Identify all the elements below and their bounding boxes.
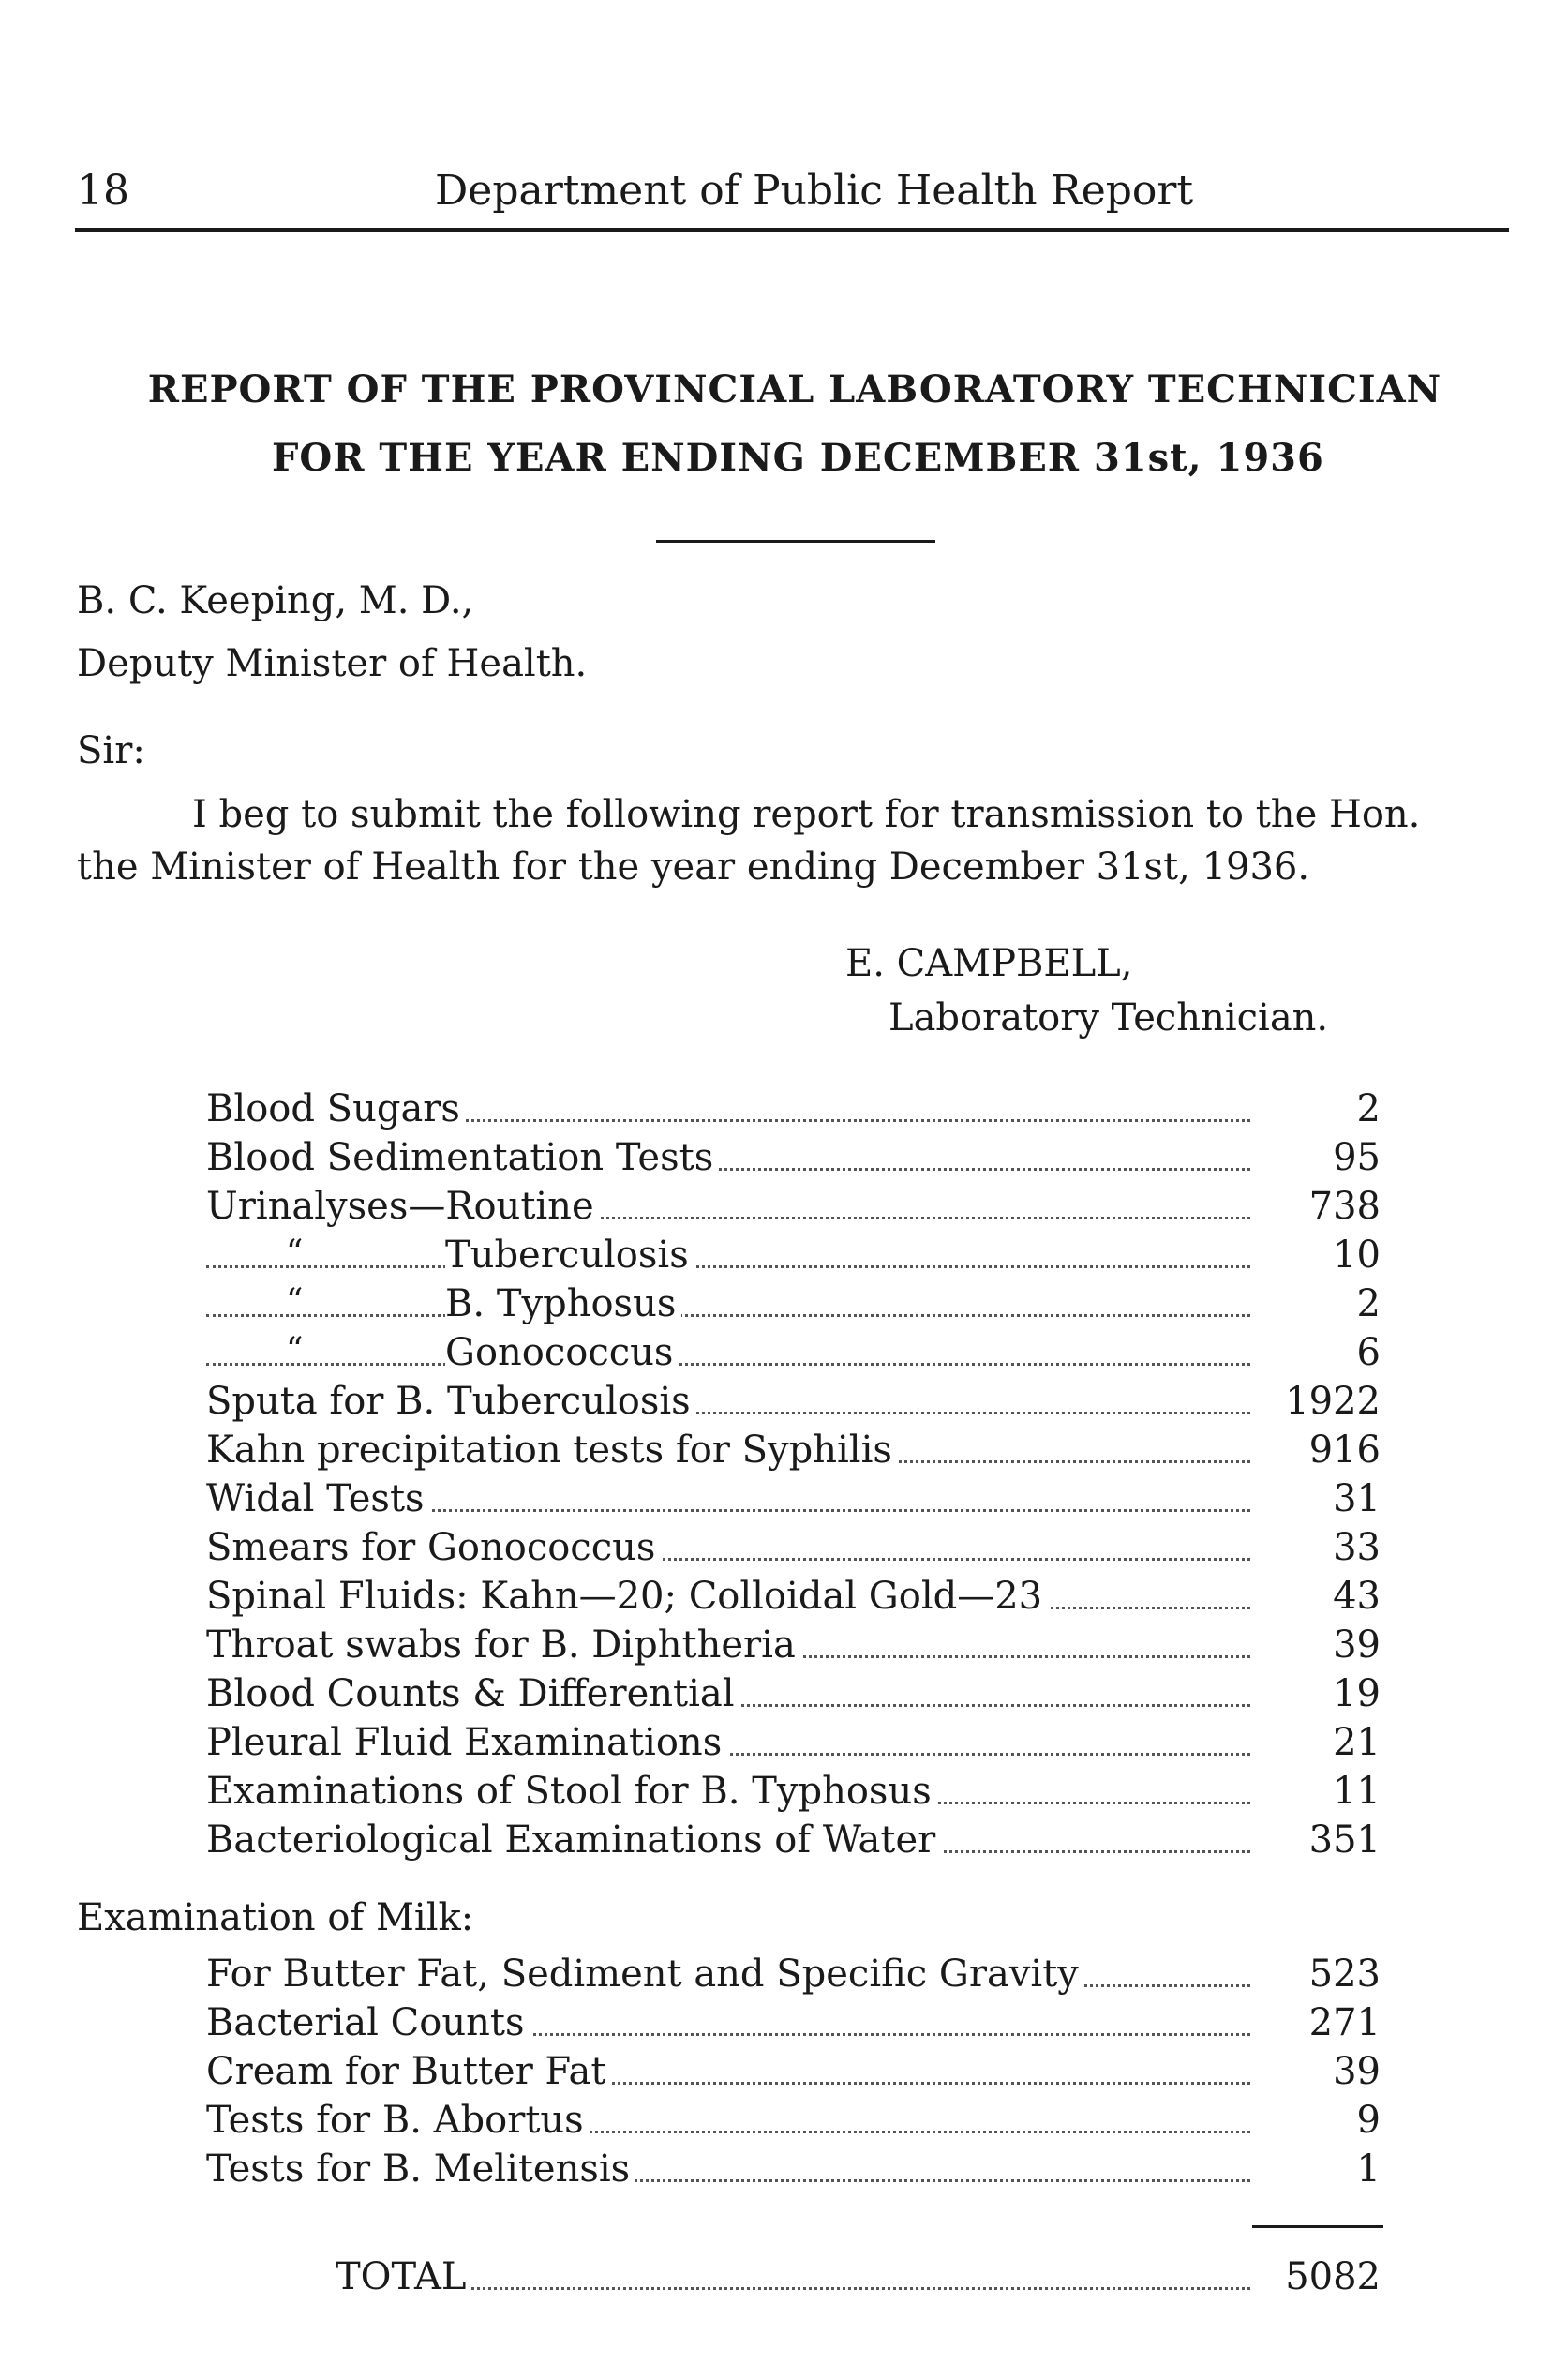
ditto-mark: “ (286, 1234, 304, 1272)
table-row (0, 1818, 1568, 1867)
row-label: Blood Counts & Differential (206, 1672, 740, 1715)
title-rule (656, 540, 935, 543)
row-label: Examinations of Stool for B. Typhosus (206, 1770, 937, 1813)
table-row (0, 2050, 1568, 2099)
table-row (0, 1721, 1568, 1770)
table-row (0, 1331, 1568, 1380)
table-row (0, 1672, 1568, 1721)
row-label: Pleural Fluid Examinations (206, 1721, 727, 1764)
row-value: 21 (1333, 1721, 1381, 1764)
row-label: Kahn precipitation tests for Syphilis (206, 1429, 898, 1472)
row-value: 10 (1333, 1234, 1381, 1277)
table-row (0, 1477, 1568, 1526)
salutation: Sir: (77, 729, 145, 772)
table-row (0, 1185, 1568, 1234)
row-label: Bacteriological Examinations of Water (206, 1818, 941, 1862)
table-row (0, 1380, 1568, 1429)
row-value: 351 (1308, 1818, 1381, 1862)
row-label: Smears for Gonococcus (206, 1526, 661, 1569)
row-value: 2 (1356, 1282, 1381, 1325)
row-value: 19 (1333, 1672, 1381, 1715)
total-rule (1252, 2225, 1383, 2228)
row-label: Tuberculosis (445, 1234, 694, 1277)
dot-leader (336, 2287, 1250, 2290)
row-label: B. Typhosus (445, 1282, 681, 1325)
row-label: Bacterial Counts (206, 2001, 530, 2044)
row-value: 916 (1308, 1429, 1381, 1472)
signature-name: E. CAMPBELL, (845, 942, 1133, 985)
page-number: 18 (77, 167, 129, 215)
row-value: 2 (1356, 1087, 1381, 1130)
table-row (0, 1136, 1568, 1185)
row-value: 95 (1333, 1136, 1381, 1179)
row-label: Gonococcus (445, 1331, 679, 1374)
row-label: Sputa for B. Tuberculosis (206, 1380, 696, 1423)
row-value: 1922 (1285, 1380, 1381, 1423)
row-value: 523 (1308, 1953, 1381, 1996)
addressee-name: B. C. Keeping, M. D., (77, 579, 474, 622)
table-row (0, 1087, 1568, 1136)
row-label: Spinal Fluids: Kahn—20; Colloidal Gold—23 (206, 1575, 1048, 1618)
addressee-title: Deputy Minister of Health. (77, 642, 588, 685)
header-rule (75, 228, 1509, 232)
total-row (0, 2255, 1568, 2304)
row-label: Urinalyses—Routine (206, 1185, 600, 1228)
row-value: 33 (1333, 1526, 1381, 1569)
table-row (0, 2001, 1568, 2050)
row-label: Throat swabs for B. Diphtheria (206, 1623, 801, 1667)
table-row (0, 1623, 1568, 1672)
dot-leader (206, 1314, 1250, 1317)
row-label: Cream for Butter Fat (206, 2050, 611, 2093)
row-label: Widal Tests (206, 1477, 430, 1520)
dot-leader (206, 1363, 1250, 1366)
ditto-mark: “ (286, 1282, 304, 1321)
row-label: Tests for B. Abortus (206, 2099, 590, 2142)
running-head: Department of Public Health Report (435, 167, 1194, 215)
signature-title: Laboratory Technician. (889, 996, 1329, 1040)
report-title-line-1: REPORT OF THE PROVINCIAL LABORATORY TECHNICIAN (147, 367, 1442, 411)
table-row (0, 2099, 1568, 2147)
row-label: Blood Sugars (206, 1087, 466, 1130)
row-value: 271 (1308, 2001, 1381, 2044)
table-row (0, 2147, 1568, 2196)
table-row (0, 1953, 1568, 2001)
row-label: Tests for B. Melitensis (206, 2147, 635, 2191)
row-value: 11 (1333, 1770, 1381, 1813)
table-row (0, 1282, 1568, 1331)
report-title-line-2: FOR THE YEAR ENDING DECEMBER 31st, 1936 (272, 436, 1324, 480)
row-label: For Butter Fat, Sediment and Specific Gravity (206, 1953, 1084, 1996)
row-value: 31 (1333, 1477, 1381, 1520)
row-value: 738 (1308, 1185, 1381, 1228)
table-row (0, 1575, 1568, 1623)
row-value: 39 (1333, 2050, 1381, 2093)
letter-body-line-2: the Minister of Health for the year ending December 31st, 1936. (77, 845, 1310, 889)
table-row (0, 1234, 1568, 1282)
table-row (0, 1770, 1568, 1818)
row-value: 6 (1356, 1331, 1381, 1374)
row-label: Blood Sedimentation Tests (206, 1136, 719, 1179)
table-row (0, 1526, 1568, 1575)
row-value: 43 (1333, 1575, 1381, 1618)
row-value: 9 (1356, 2099, 1381, 2142)
dot-leader (206, 1265, 1250, 1268)
total-label: TOTAL (336, 2255, 471, 2298)
ditto-mark: “ (286, 1331, 304, 1369)
row-value: 1 (1356, 2147, 1381, 2191)
letter-body-line-1: I beg to submit the following report for transmission to the Hon. (192, 793, 1421, 836)
milk-section-heading: Examination of Milk: (77, 1896, 474, 1939)
total-value: 5082 (1285, 2255, 1381, 2298)
table-row (0, 1429, 1568, 1477)
row-value: 39 (1333, 1623, 1381, 1667)
